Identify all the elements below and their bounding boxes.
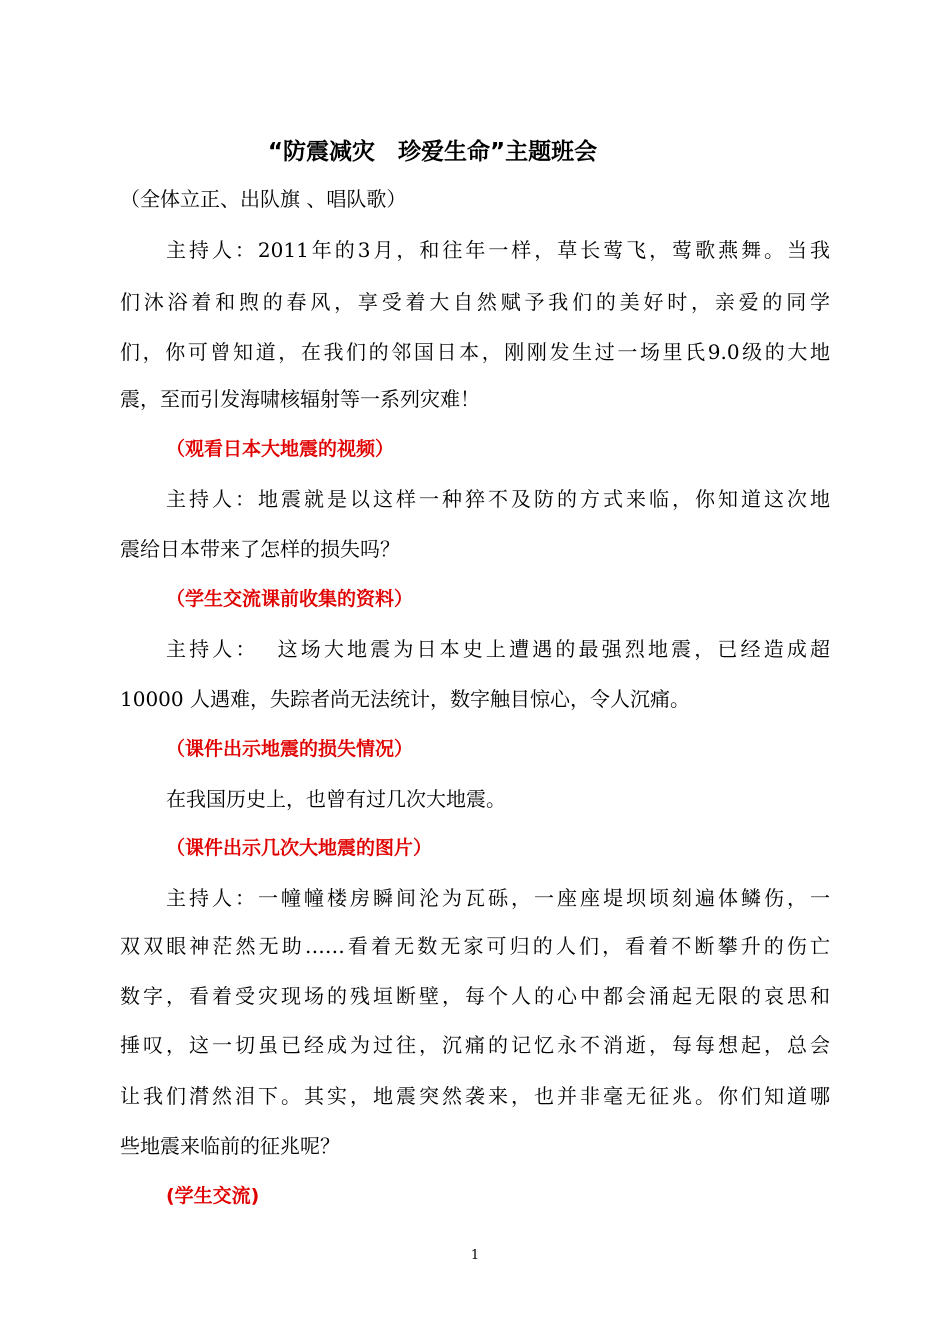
document-title: “防震减灾 珍爱生命”主题班会 [267,139,598,165]
paragraph-5-line-6: 些地震来临前的征兆呢？ [120,1134,340,1158]
stage-direction-2: （学生交流课前收集的资料） [166,588,414,610]
page-number: 1 [470,1248,480,1263]
paragraph-2-line-2: 震给日本带来了怎样的损失吗？ [120,537,400,561]
paragraph-3-line-1: 主持人： 这场大地震为日本史上遭遇的最强烈地震，已经造成超 [166,637,830,661]
paragraph-4: 在我国历史上，也曾有过几次大地震。 [166,787,506,811]
paragraph-1-line-2: 们沐浴着和煦的春风，享受着大自然赋予我们的美好时，亲爱的同学 [120,290,830,314]
stage-direction-3: （课件出示地震的损失情况） [166,738,414,760]
paragraph-3-line-2: 10000 人遇难，失踪者尚无法统计，数字触目惊心，令人沉痛。 [120,687,690,711]
paragraph-2-line-1: 主持人：地震就是以这样一种猝不及防的方式来临，你知道这次地 [166,487,830,511]
stage-direction-4: （课件出示几次大地震的图片） [166,837,433,859]
paragraph-1-line-1: 主持人：2011年的3月，和往年一样，草长莺飞，莺歌燕舞。当我 [166,238,830,262]
paragraph-5-line-5: 让我们潸然泪下。其实，地震突然袭来，也并非毫无征兆。你们知道哪 [120,1084,830,1108]
opening-note: （全体立正、出队旗 、唱队歌） [120,187,407,211]
paragraph-1-line-3: 们，你可曾知道，在我们的邻国日本，刚刚发生过一场里氏9.0级的大地 [120,340,830,364]
paragraph-1-line-4: 震，至而引发海啸核辐射等一系列灾难！ [120,387,480,411]
paragraph-5-line-1: 主持人：一幢幢楼房瞬间沦为瓦砾，一座座堤坝顷刻遍体鳞伤，一 [166,886,830,910]
paragraph-5-line-4: 捶叹，这一切虽已经成为过往，沉痛的记忆永不消逝，每每想起，总会 [120,1033,830,1057]
paragraph-5-line-3: 数字，看着受灾现场的残垣断壁，每个人的心中都会涌起无限的哀思和 [120,984,830,1008]
stage-direction-1: （观看日本大地震的视频） [166,438,395,460]
paragraph-5-line-2: 双双眼神茫然无助……看着无数无家可归的人们，看着不断攀升的伤亡 [120,934,830,958]
stage-direction-5: (学生交流) [166,1185,260,1207]
